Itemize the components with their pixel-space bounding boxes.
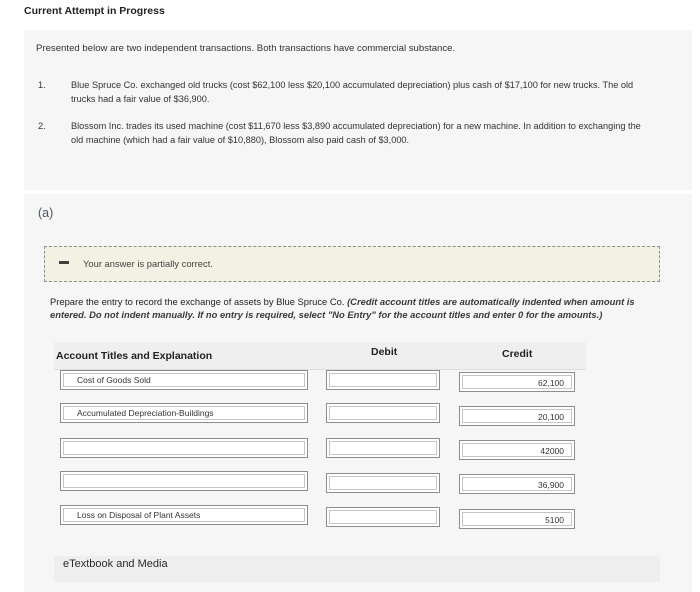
part-label: (a) [38, 206, 54, 220]
credit-field-3[interactable]: 42000 [459, 440, 575, 460]
header-account: Account Titles and Explanation [56, 350, 213, 362]
instructions-main: Prepare the entry to record the exchange of assets by Blue Spruce Co. [50, 296, 345, 307]
debit-field-5[interactable] [326, 507, 440, 527]
credit-field-5[interactable]: 5100 [459, 509, 575, 529]
account-field-2[interactable]: Accumulated Depreciation-Buildings [60, 403, 308, 423]
instructions-italic: (Credit account titles are automatically indented when amount is entered. Do not indent manually. If no entry is required, select "No Entry" for the account titles and enter 0 for the amounts.) [50, 296, 635, 320]
credit-field-1[interactable]: 62,100 [459, 372, 575, 392]
item-number: 2. [38, 121, 46, 131]
journal-table-header [54, 342, 586, 370]
part-a-section [24, 194, 692, 592]
item-number: 1. [38, 80, 46, 90]
account-field-5[interactable]: Loss on Disposal of Plant Assets [60, 505, 308, 525]
debit-field-3[interactable] [326, 438, 440, 458]
item-text: Blossom Inc. trades its used machine (cost $11,670 less $3,890 accumulated depreciation) for a new machine. In addition to exchanging the old machine (which had a fair value of $10,880), Blossom also paid cash of $3,000. [71, 121, 641, 145]
account-field-4[interactable] [60, 471, 308, 491]
problem-statement [24, 30, 692, 190]
credit-field-4[interactable]: 36,900 [459, 474, 575, 494]
item-text: Blue Spruce Co. exchanged old trucks (cost $62,100 less $20,100 accumulated depreciation) plus cash of $17,100 for new trucks. The old trucks had a fair value of $36,900. [71, 80, 634, 104]
header-debit: Debit [371, 346, 398, 358]
etextbook-link[interactable]: eTextbook and Media [63, 558, 168, 570]
debit-field-2[interactable] [326, 403, 440, 423]
problem-intro: Presented below are two independent transactions. Both transactions have commercial substance. [36, 43, 456, 54]
instructions [50, 295, 670, 321]
page-header: Current Attempt in Progress [24, 5, 165, 17]
debit-field-1[interactable] [326, 370, 440, 390]
partial-icon [59, 261, 69, 264]
partial-message: Your answer is partially correct. [83, 258, 213, 269]
debit-field-4[interactable] [326, 473, 440, 493]
account-field-3[interactable] [60, 438, 308, 458]
credit-field-2[interactable]: 20,100 [459, 406, 575, 426]
partial-correct-banner [44, 246, 660, 282]
header-credit: Credit [502, 348, 533, 360]
account-field-1[interactable]: Cost of Goods Sold [60, 370, 308, 390]
